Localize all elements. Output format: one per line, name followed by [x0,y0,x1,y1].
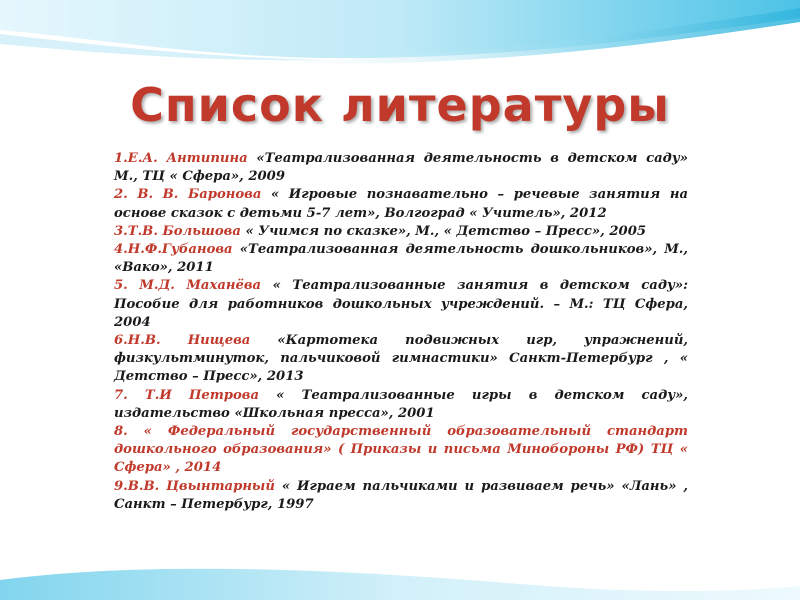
reference-text: « Театрализованные игры в детском саду», издательство «Школьная пресса», 2001 [114,387,688,421]
reference-text: «Театрализованная деятельность в детском саду» М., ТЦ « Сфера», 2009 [114,151,688,185]
reference-author: 1.Е.А. Антипина [114,151,248,166]
reference-item [114,332,688,387]
reference-item [114,150,688,186]
reference-text: « Театрализованные занятия в детском саду»: Пособие для работников дошкольных учреждений. – М.: ТЦ Сфера, 2004 [114,278,688,330]
page-title: Список литературы [130,78,670,132]
reference-item [114,241,688,277]
reference-text: « Учимся по сказке», М., « Детство – Пресс», 2005 [240,223,647,239]
reference-author: 7. Т.И Петрова [114,387,259,403]
reference-author: 6.Н.В. Нищева [114,333,251,349]
reference-author: 8. « Федеральный государственный образовательный стандарт дошкольного образования» ( Приказы и письма Минобороны РФ) ТЦ « Сфера» , 2014 [114,424,688,476]
reference-item [114,478,688,514]
reference-text: « Играем пальчиками и развиваем речь» «Лань» , Санкт – Петербург, 1997 [114,478,688,512]
reference-item [114,423,688,478]
reference-author: 3.Т.В. Большова [114,223,241,239]
reference-list [114,150,688,514]
top-wave-decoration [0,0,800,80]
reference-author: 4.Н.Ф.Губанова [114,242,233,258]
reference-author: 2. В. В. Баронова [114,187,262,203]
reference-author: 9.В.В. Цвынтарный [114,478,275,494]
reference-text: «Картотека подвижных игр, упражнений, физкультминуток, пальчиковой гимнастики» Санкт-Петербург , « Детство – Пресс», 2013 [114,333,688,385]
reference-item [114,186,688,222]
reference-item [114,223,688,241]
bottom-wave-decoration [0,540,800,600]
reference-text: «Театрализованная деятельность дошкольников», М., «Вако», 2011 [114,242,688,276]
reference-text: « Игровые познавательно – речевые занятия на основе сказок с детьми 5-7 лет», Волгоград « Учитель», 2012 [114,187,688,221]
reference-author: 5. М.Д. Маханёва [114,278,262,294]
reference-item [114,387,688,423]
reference-item [114,277,688,332]
